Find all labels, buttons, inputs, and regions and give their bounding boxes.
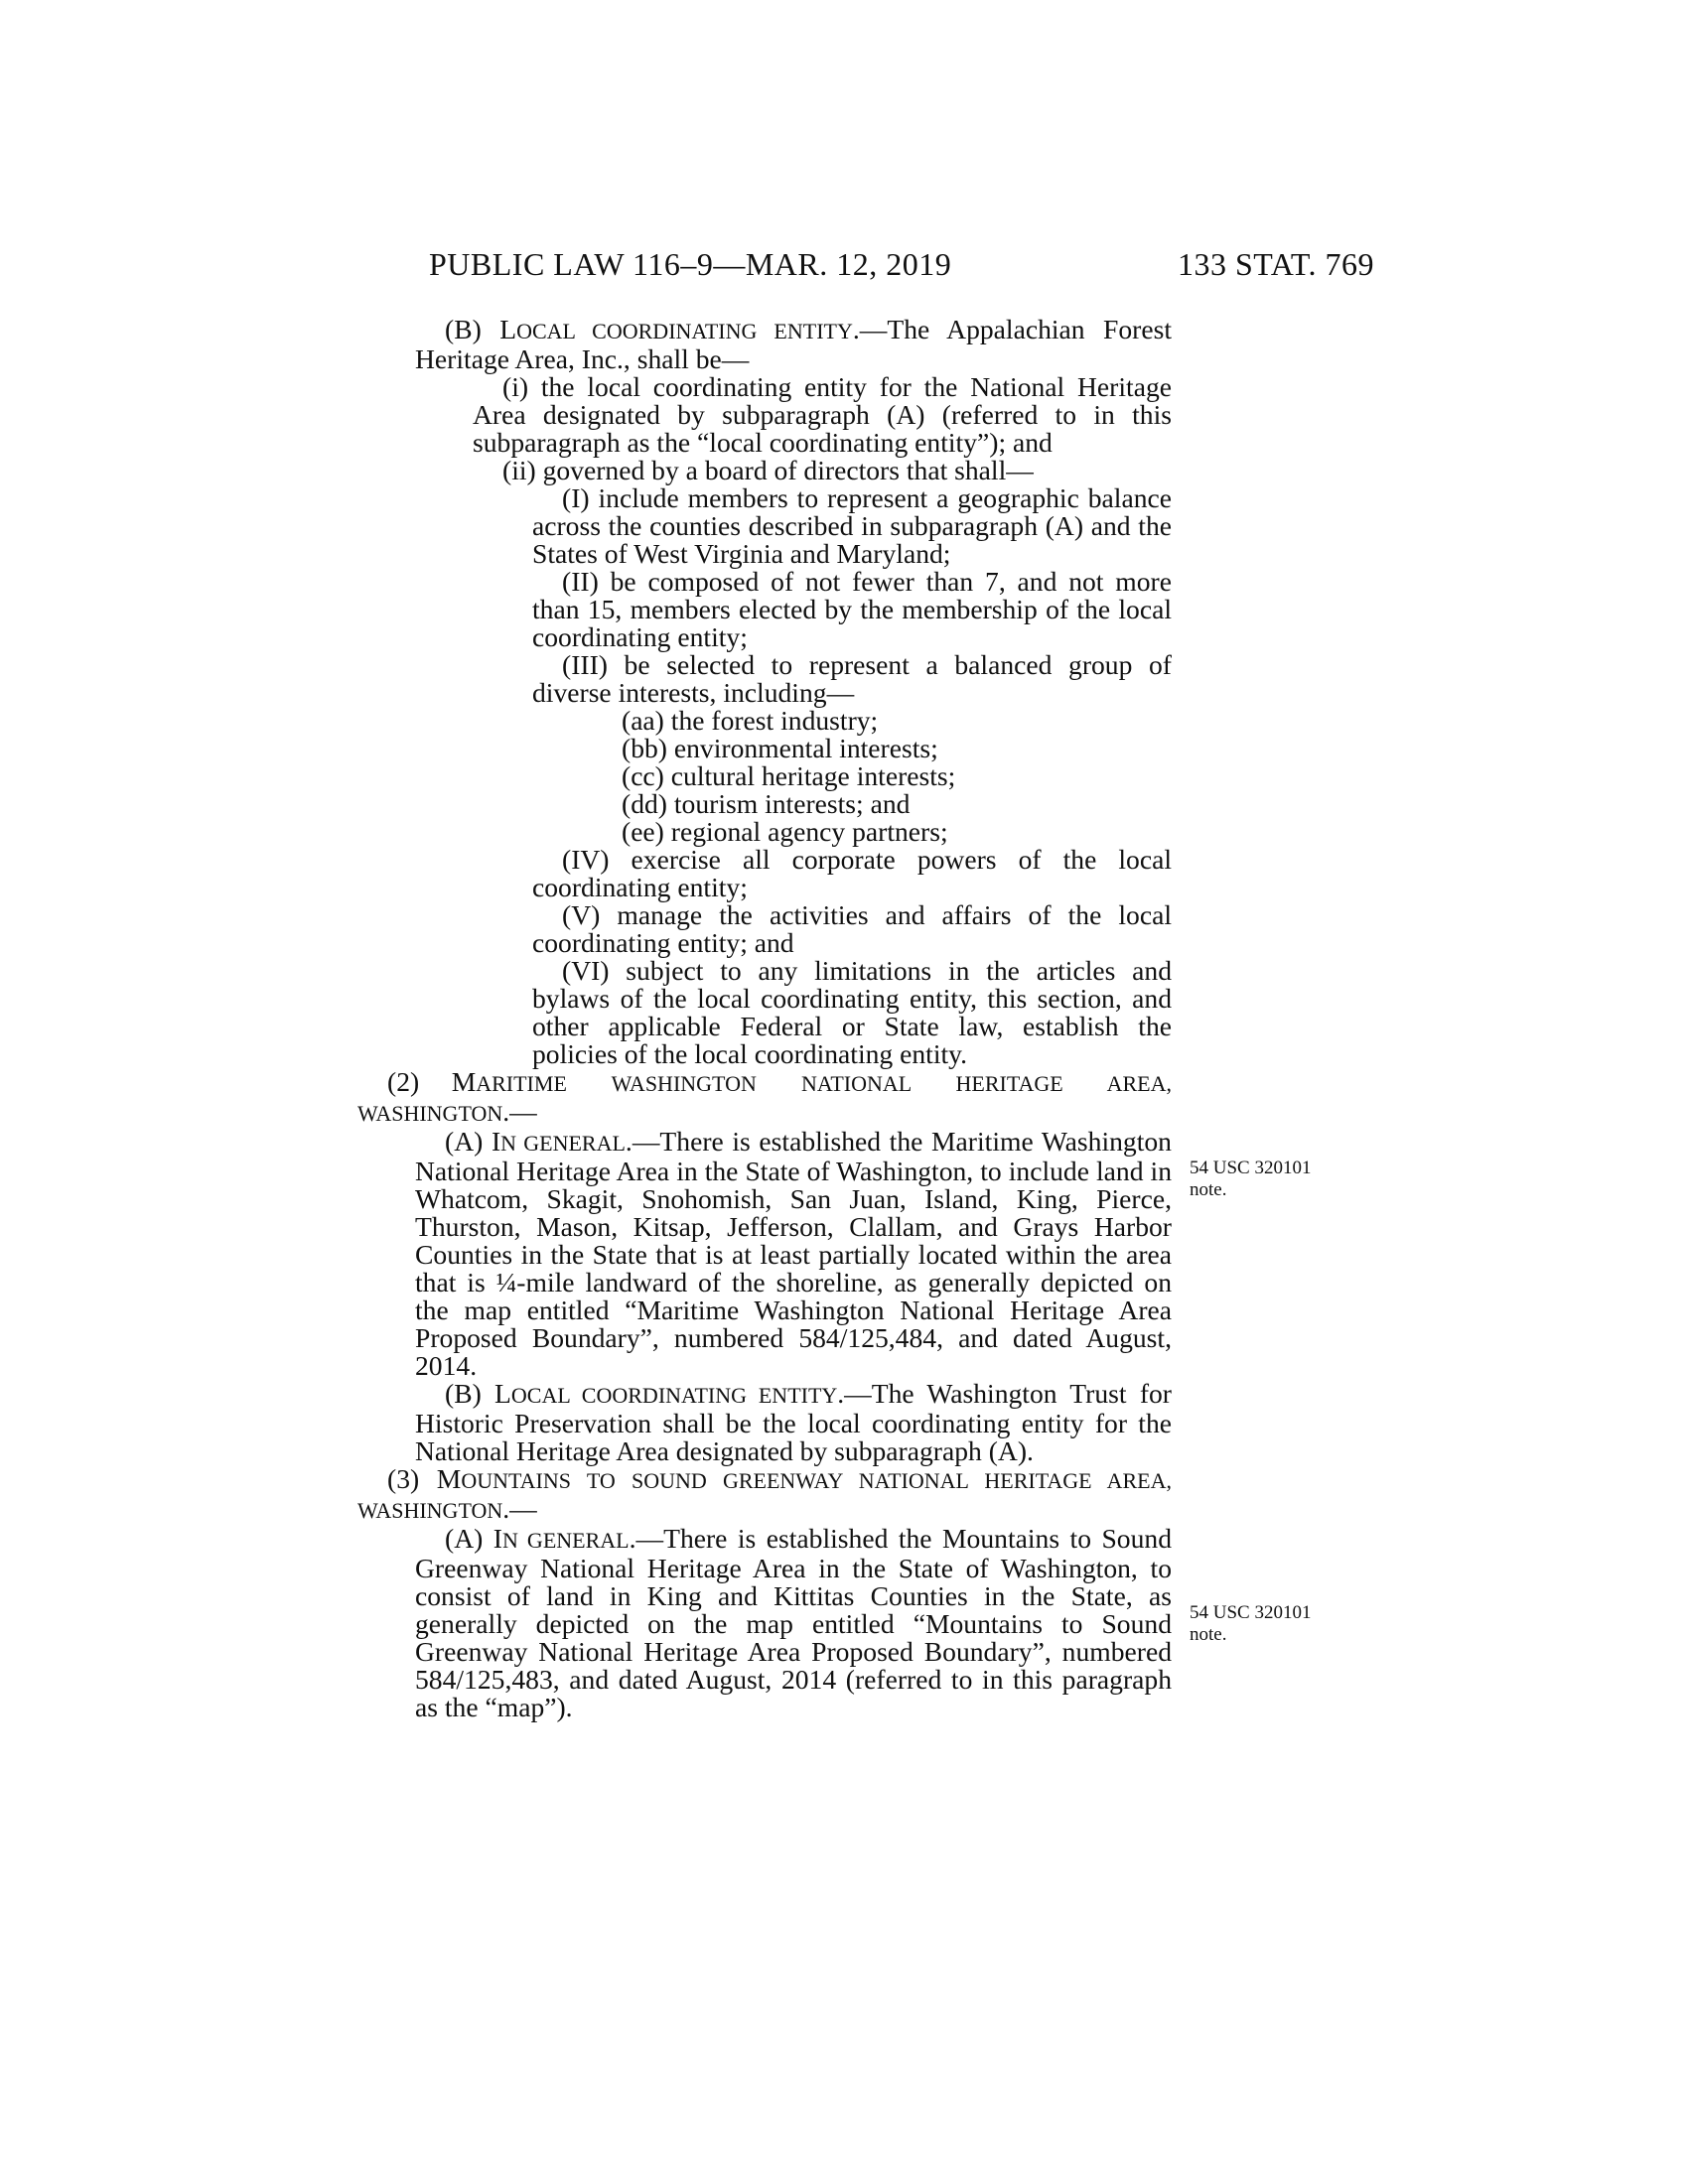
subparagraph-b-heading: (B) LOCAL COORDINATING ENTITY.—The Appalachian Forest Heritage Area, Inc., shall be—: [415, 314, 1172, 374]
subclause-V: (V) manage the activities and affairs of the local coordinating entity; and: [532, 899, 1172, 958]
statute-page-number: 133 STAT. 769: [1177, 246, 1374, 282]
paragraph-3-heading: (3) MOUNTAINS TO SOUND GREENWAY NATIONAL HERITAGE AREA, WASHINGTON.—: [357, 1463, 1172, 1524]
paragraph-2-heading: (2) MARITIME WASHINGTON NATIONAL HERITAGE AREA, WASHINGTON.—: [357, 1066, 1172, 1127]
public-law-citation: PUBLIC LAW 116–9—MAR. 12, 2019: [429, 246, 952, 282]
item-dd: (dd) tourism interests; and: [622, 788, 911, 819]
page-header: [429, 246, 1374, 296]
margin-note-citation: 54 USC 320101: [1190, 1158, 1312, 1178]
paragraph-3-subparagraph-a: (A) IN GENERAL.—There is established the Mountains to Sound Greenway National Heritage Area in the State of Washington, to consist of land in King and Kittitas Counties in the State, as generally depicted on the map entitled “Mountains to Sound Greenway National Heritage Area Proposed Boundary”, numbered 584/125,483, and dated August, 2014 (referred to in this paragraph as the “map”).: [415, 1523, 1172, 1722]
paragraph-2-subparagraph-b: (B) LOCAL COORDINATING ENTITY.—The Washington Trust for Historic Preservation shall be the local coordinating entity for the National Heritage Area designated by subparagraph (A).: [415, 1378, 1172, 1466]
margin-note-paragraph-3: [1190, 1602, 1311, 1646]
subclause-VI: (VI) subject to any limitations in the articles and bylaws of the local coordinating entity, this section, and other applicable Federal or State law, establish the policies of the local coordinating entity.: [532, 955, 1172, 1069]
clause-i: (i) the local coordinating entity for the National Heritage Area designated by subparagraph (A) (referred to in this subparagraph as the “local coordinating entity”); and: [473, 371, 1172, 458]
subclause-I: (I) include members to represent a geographic balance across the counties described in subparagraph (A) and the States of West Virginia and Maryland;: [532, 482, 1172, 569]
margin-note-citation: 54 USC 320101: [1190, 1602, 1312, 1623]
clause-ii: (ii) governed by a board of directors that shall—: [502, 455, 1034, 485]
paragraph-2-subparagraph-a: (A) IN GENERAL.—There is established the Maritime Washington National Heritage Area in the State of Washington, to include land in Whatcom, Skagit, Snohomish, San Juan, Island, King, Pierce, Thurston, Mason, Kitsap, Jefferson, Clallam, and Grays Harbor Counties in the State that is at least partially located within the area that is ¼-mile landward of the shoreline, as generally depicted on the map entitled “Maritime Washington National Heritage Area Proposed Boundary”, numbered 584/125,484, and dated August, 2014.: [415, 1126, 1172, 1381]
item-ee: (ee) regional agency partners;: [622, 816, 948, 847]
subclause-II: (II) be composed of not fewer than 7, and not more than 15, members elected by the membership of the local coordinating entity;: [532, 566, 1172, 652]
margin-note-label: note.: [1190, 1179, 1227, 1200]
subclause-IV: (IV) exercise all corporate powers of the local coordinating entity;: [532, 844, 1172, 902]
item-aa: (aa) the forest industry;: [622, 705, 879, 736]
subclause-III: (III) be selected to represent a balanced group of diverse interests, including—: [532, 649, 1172, 708]
document-body: [357, 316, 1172, 1721]
item-bb: (bb) environmental interests;: [622, 733, 938, 763]
margin-note-paragraph-2: [1190, 1158, 1311, 1201]
margin-note-label: note.: [1190, 1624, 1227, 1645]
item-cc: (cc) cultural heritage interests;: [622, 760, 956, 791]
